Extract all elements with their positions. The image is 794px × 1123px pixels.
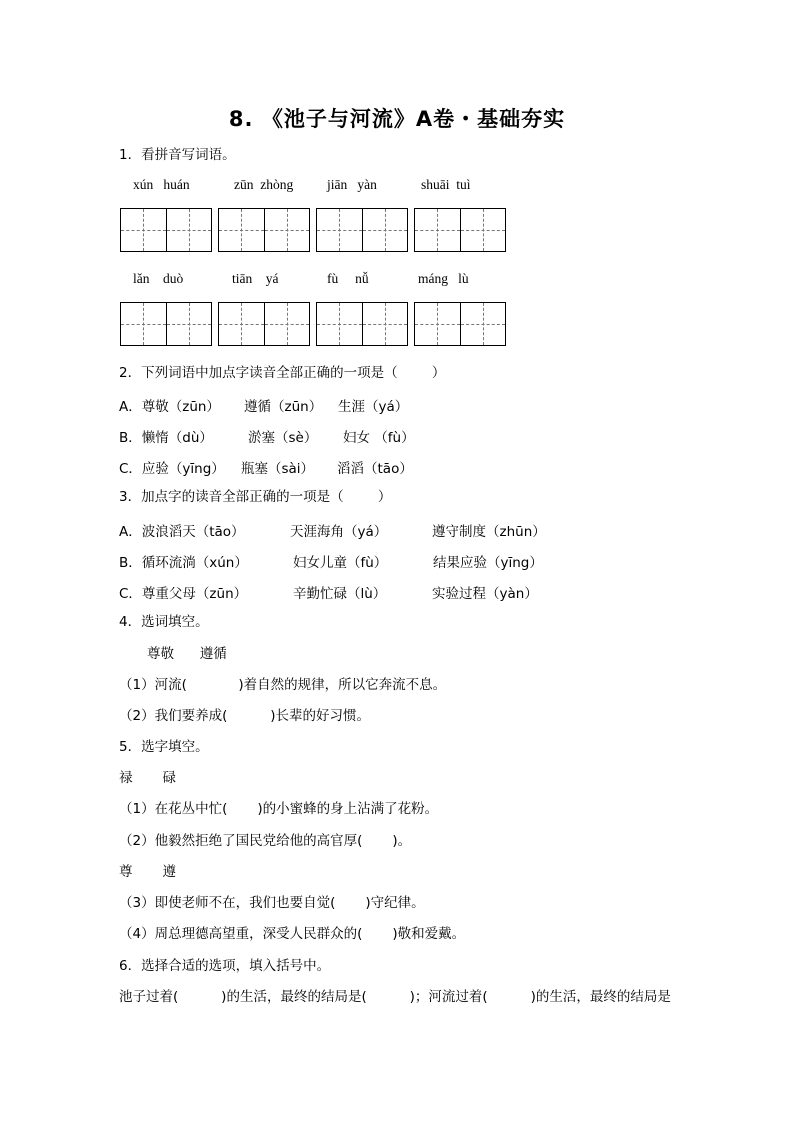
pinyin-label: shuāi tuì [421, 177, 471, 192]
pinyin-label: tiān yá [232, 271, 279, 286]
tianzige-box[interactable] [218, 208, 310, 252]
q2-option-a-2: 遵循（zūn） [244, 399, 323, 415]
q2-option-c-1: C．应验（yīng） [119, 461, 225, 477]
q3-option-b-1: B．循环流淌（xún） [119, 555, 248, 571]
q3-option-c-2: 辛勤忙碌（lù） [293, 586, 387, 602]
q5-char-pair-2: 尊 遵 [119, 864, 177, 880]
q4-item-1: （1）河流( )着自然的规律，所以它奔流不息。 [119, 677, 447, 693]
tianzige-box[interactable] [120, 302, 212, 346]
q3-option-c-1: C．尊重父母（zūn） [119, 586, 248, 602]
pinyin-label: fù nǚ [327, 271, 369, 286]
tianzige-box[interactable] [414, 208, 506, 252]
q2-option-b-1: B．懒惰（dù） [119, 430, 213, 446]
q2-option-b-3: 妇女 （fù） [343, 430, 415, 446]
tianzige-box[interactable] [316, 208, 408, 252]
q3-option-a-1: A．波浪滔天（tāo） [119, 524, 245, 540]
q3-option-b-3: 结果应验（yīng） [433, 555, 543, 571]
q3-option-c-3: 实验过程（yàn） [432, 586, 538, 602]
pinyin-label: lǎn duò [133, 271, 184, 286]
tianzige-box[interactable] [120, 208, 212, 252]
q2-option-b-2: 淤塞（sè） [248, 430, 318, 446]
q3-option-a-2: 天涯海角（yá） [290, 524, 388, 540]
q2-option-a-3: 生涯（yá） [338, 399, 409, 415]
q6-text: 池子过着( )的生活，最终的结局是( )；河流过着( )的生活，最终的结局是 [119, 989, 671, 1005]
q2-option-c-3: 滔滔（tāo） [337, 461, 413, 477]
pinyin-label: zūn zhòng [234, 177, 294, 192]
pinyin-label: xún huán [133, 177, 190, 192]
writing-grid-row-2 [120, 302, 506, 346]
q5-item-4: （4）周总理德高望重，深受人民群众的( )敬和爱戴。 [119, 926, 466, 942]
q4-prompt: 4．选词填空。 [119, 614, 209, 630]
q3-option-a-3: 遵守制度（zhūn） [432, 524, 546, 540]
writing-grid-row-1 [120, 208, 506, 252]
pinyin-label: jiān yàn [327, 177, 377, 192]
page-title: 8. 《池子与河流》A卷・基础夯实 [228, 107, 566, 131]
q5-item-3: （3）即使老师不在，我们也要自觉( )守纪律。 [119, 895, 425, 911]
q6-prompt: 6．选择合适的选项，填入括号中。 [119, 958, 331, 974]
q2-option-a-1: A．尊敬（zūn） [119, 399, 220, 415]
pinyin-label: máng lù [418, 271, 469, 286]
q5-item-2: （2）他毅然拒绝了国民党给他的高官厚( )。 [119, 833, 412, 849]
q3-option-b-2: 妇女儿童（fù） [293, 555, 388, 571]
tianzige-box[interactable] [316, 302, 408, 346]
q5-char-pair-1: 禄 碌 [119, 770, 177, 786]
q5-prompt: 5．选字填空。 [119, 739, 209, 755]
tianzige-box[interactable] [218, 302, 310, 346]
q2-option-c-2: 瓶塞（sài） [241, 461, 315, 477]
q4-word-choices: 尊敬 遵循 [147, 646, 227, 662]
q1-prompt: 1．看拼音写词语。 [119, 147, 236, 163]
q4-item-2: （2）我们要养成( )长辈的好习惯。 [119, 708, 371, 724]
q3-prompt: 3．加点字的读音全部正确的一项是（ ） [119, 489, 392, 505]
q2-prompt: 2．下列词语中加点字读音全部正确的一项是（ ） [119, 365, 446, 381]
tianzige-box[interactable] [414, 302, 506, 346]
q5-item-1: （1）在花丛中忙( )的小蜜蜂的身上沾满了花粉。 [119, 801, 439, 817]
